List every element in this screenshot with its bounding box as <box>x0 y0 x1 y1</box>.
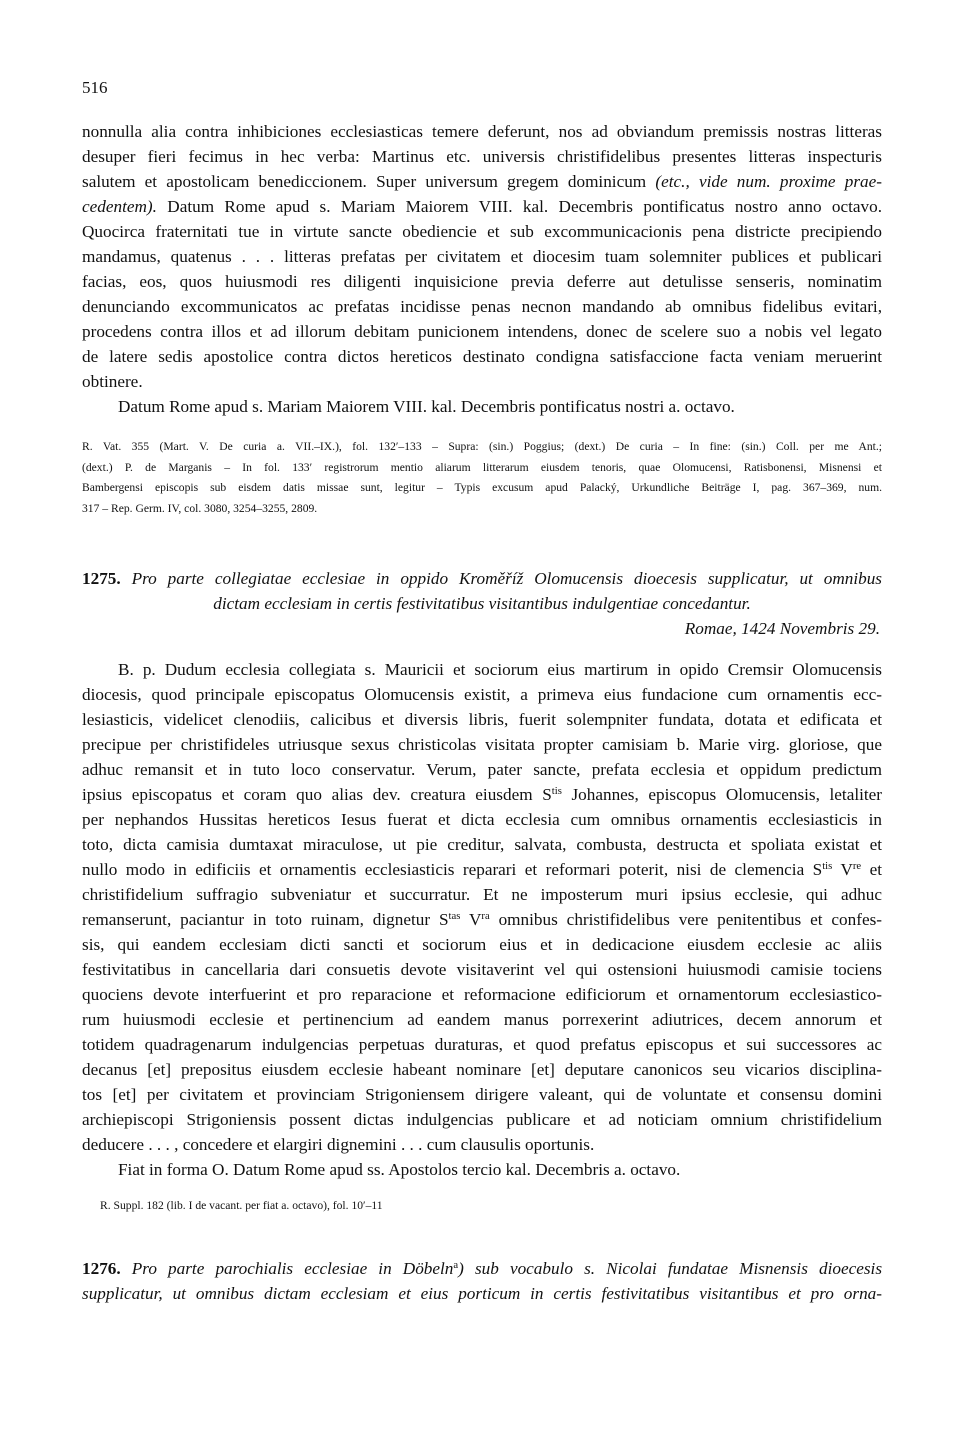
text-line: toto, dicta camisia dumtaxat miraculose, ut pie creditur, salvata, combusta, destructa et spoliata existat et <box>82 835 882 854</box>
text-line: desuper fieri fecimus in hec verba: Martinus etc. universis christifidelibus presentes litteras inspecturis <box>82 147 882 166</box>
text-segment: remanserunt, paciantur in toto ruinam, dignetur S <box>82 910 449 929</box>
text-line <box>82 857 882 882</box>
heading-line <box>82 1256 882 1281</box>
entry-1276-heading <box>82 1256 882 1306</box>
text-line <box>82 782 882 807</box>
footnote-1 <box>82 437 882 519</box>
text-line: rum huiusmodi ecclesie et pertinencium ad eandem manus porrexerint adiutrices, decem annorum et <box>82 1010 882 1029</box>
text-line <box>82 169 882 194</box>
text-line <box>82 907 882 932</box>
text-segment: nullo modo in edificiis et ornamentis ecclesiasticis reparari et reformari poterit, nisi de clemencia S <box>82 860 823 879</box>
superscript: tis <box>551 786 562 798</box>
text-segment: V <box>832 860 853 879</box>
text-segment: ipsius episcopatus et coram quo alias dev. creatura eiusdem S <box>82 785 552 804</box>
text-line: obtinere. <box>82 372 143 391</box>
text-line: denunciando excommunicatos ac prefatas incidisse penas necnon mandando ab omnibus fidelibus evitari, <box>82 297 882 316</box>
footnote-marker: a <box>453 1260 459 1272</box>
heading-line <box>82 566 882 591</box>
paragraph-2 <box>82 657 882 1182</box>
text-line: festivitatibus in cancellaria dari consuetis devote visitaverint vel qui ostensioni huiusmodi camisie tociens <box>82 960 882 979</box>
datum-line: Datum Rome apud s. Mariam Maiorem VIII. kal. Decembris pontificatus nostri a. octavo. <box>118 397 735 416</box>
superscript: tis <box>822 861 833 873</box>
superscript: ra <box>481 911 490 923</box>
entry-title: ) sub vocabulo s. Nicolai fundatae Misnensis dioecesis <box>458 1259 883 1278</box>
text-line: mandamus, quatenus . . . litteras prefatas per civitatem et diocesim tuam solemniter publices et publicari <box>82 247 882 266</box>
text-segment: omnibus christifidelibus vere penitentibus et confes- <box>489 910 882 929</box>
paragraph-1 <box>82 119 882 419</box>
text-line: procedens contra illos et ad illorum debitam punicionem intendens, donec de scelere suo a nobis vel legato <box>82 322 882 341</box>
heading-line: dictam ecclesiam in certis festivitatibus visitantibus indulgentiae concedantur. <box>213 594 751 613</box>
entry-number: 1275. <box>82 569 121 588</box>
text-line: lesiasticis, videlicet clenodiis, calicibus et diversis libris, fuerit solempniter fundata, dotata et edificata et <box>82 710 882 729</box>
superscript: re <box>852 861 862 873</box>
fiat-line: Fiat in forma O. Datum Rome apud ss. Apostolos tercio kal. Decembris a. octavo. <box>118 1160 681 1179</box>
note-line: R. Vat. 355 (Mart. V. De curia a. VII.–IX.), fol. 132′–133 – Supra: (sin.) Poggius; (dext.) De curia – In fine: (sin.) Coll. per me Ant.; <box>82 440 882 453</box>
superscript: tas <box>448 911 461 923</box>
text-line: precipue per christifideles utriusque sexus christicolas visitata propter camisiam b. Marie virg. gloriose, que <box>82 735 882 754</box>
text-line: quociens devote interfuerint et pro reparacione et reformacione edificiorum et ornamentorum ecclesiastico- <box>82 985 882 1004</box>
heading-line: supplicatur, ut omnibus dictam ecclesiam et eius porticum in certis festivitatibus visitantibus et pro orna- <box>82 1284 882 1303</box>
text-line: B. p. Dudum ecclesia collegiata s. Mauricii et sociorum eius martirum in opido Cremsir Olomucensis <box>118 660 882 679</box>
text-line: Quocirca fraternitati tue in virtute sancte obediencie et sub excommunicacionis pena districte precipiendo <box>82 222 882 241</box>
entry-number: 1276. <box>82 1259 121 1278</box>
text-line: totidem quadragenarum indulgencias perpetuas duraturas, et quod prefatus episcopus et sui successores ac <box>82 1035 882 1054</box>
text-segment: V <box>460 910 482 929</box>
text-line: christifidelium suffragio subveniatur et succurratur. Et ne imposterum muri ipsius ecclesie, qui adhuc <box>82 885 882 904</box>
note-line: Bambergensi episcopis sub eisdem datis missae sunt, legitur – Typis excusum apud Palacký, Urkundliche Beiträge I, pag. 367–369, num. <box>82 481 882 494</box>
note-line: R. Suppl. 182 (lib. I de vacant. per fiat a. octavo), fol. 10′–11 <box>100 1199 383 1212</box>
text-segment: Johannes, episcopus Olomucensis, letaliter <box>561 785 883 804</box>
text-line: diocesis, quod principale episcopatus Olomucensis existit, a primeva eius fundacione cum ornamentis ecc- <box>82 685 882 704</box>
place-date: Romae, 1424 Novembris 29. <box>684 619 880 638</box>
text-line: tos [et] per civitatem et provinciam Strigoniensem dirigere valeant, qui de voluntate et consensu domini <box>82 1085 882 1104</box>
italic-note: (etc., vide num. proxime prae- <box>655 172 882 191</box>
italic-note: cedentem). <box>82 197 157 216</box>
page-number: 516 <box>82 78 108 97</box>
text-line: nonnulla alia contra inhibiciones ecclesiasticas temere deferunt, nos ad obviandum premissis nostras litteras <box>82 122 882 141</box>
footnote-2 <box>82 1196 882 1217</box>
entry-1275-heading <box>82 566 882 641</box>
text-line: archiepiscopi Strigoniensis possent dictas indulgencias publicare et ad noticiam omnium christifidelium <box>82 1110 882 1129</box>
text-line: per nephandos Hussitas hereticos Iesus fuerat et dicta ecclesia cum omnibus ornamentis ecclesiasticis in <box>82 810 882 829</box>
text-segment: Datum Rome apud s. Mariam Maiorem VIII. kal. Decembris pontificatus nostro anno octavo. <box>167 197 883 216</box>
text-segment: et <box>861 860 882 879</box>
note-line: (dext.) P. de Marganis – In fol. 133′ registrorum mentio aliarum litterarum eiusdem tenoris, quae Olomucensi, Ratisbonensi, Misnensi et <box>82 460 882 474</box>
text-line: adhuc remansit et in tuto loco conservatur. Verum, pater sancte, prefata ecclesia et oppidum predictum <box>82 760 882 779</box>
text-line <box>82 194 882 219</box>
entry-title: Pro parte parochialis ecclesiae in Döbeln <box>131 1259 454 1278</box>
entry-title: Pro parte collegiatae ecclesiae in oppido Kroměříž Olomucensis dioecesis supplicatur, ut omnibus <box>131 569 882 588</box>
text-segment: salutem et apostolicam benediccionem. Super universum gregem dominicum <box>82 172 656 191</box>
text-line: facias, eos, quos huiusmodi res diligenti inquisicione previa deferre aut detulisse senseris, nominatim <box>82 272 882 291</box>
text-line: sis, qui eandem ecclesiam dicti sancti et sociorum eius et in dedicacione eiusdem ecclesie ac aliis <box>82 935 882 954</box>
text-line: deducere . . . , concedere et elargiri dignemini . . . cum clausulis oportunis. <box>82 1135 595 1154</box>
text-line: de latere sedis apostolice contra dictos hereticos destinato condigna satisfaccione facta veniam meruerint <box>82 347 882 366</box>
text-line: decanus [et] prepositus eiusdem ecclesie habeant nominare [et] deputare canonicos seu vicarios disciplina- <box>82 1060 882 1079</box>
note-line: 317 – Rep. Germ. IV, col. 3080, 3254–3255, 2809. <box>82 501 318 515</box>
